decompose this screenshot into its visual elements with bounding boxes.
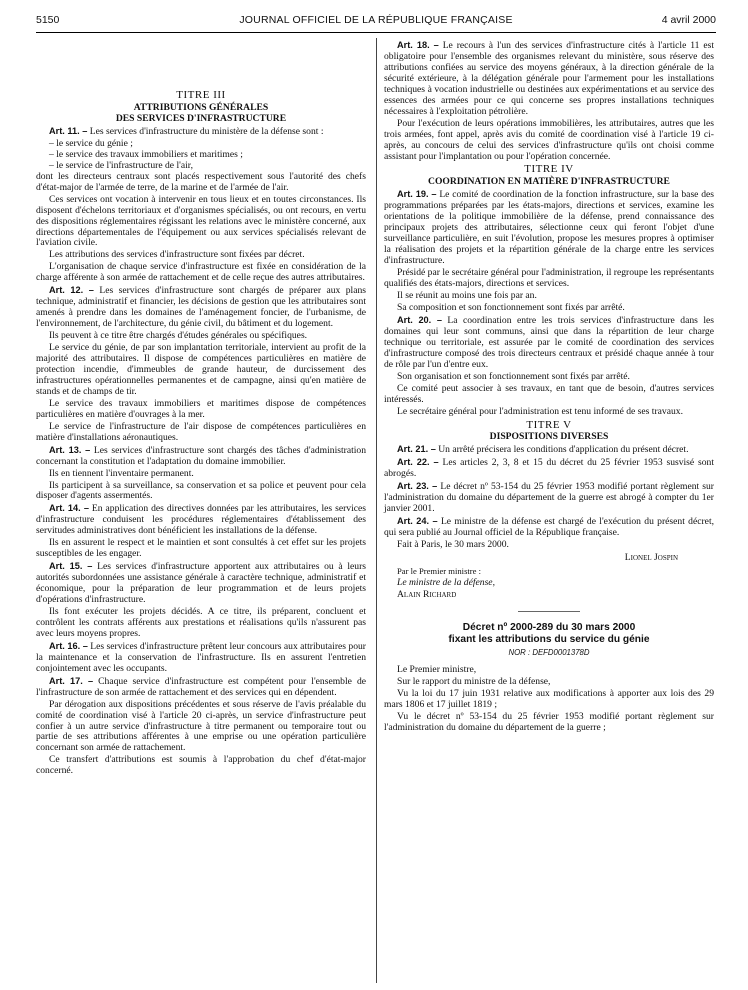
article-11: Art. 11. – Les services d'infrastructure du ministère de la défense sont : (49, 125, 324, 137)
article-24: Art. 24. – Le ministre de la défense est chargé de l'exécution du présent décret, qui sera publié au Journal officiel de la République française. (384, 516, 715, 539)
paragraph: Vu la loi du 17 juin 1931 relative aux modifications à apporter aux lois des 29 mars 1806 et 17 juillet 1819 ; (384, 687, 714, 710)
paragraph: Par dérogation aux dispositions précédentes et sous réserve de l'avis préalable du comité de coordination visé à l'article 20 ci-après, un service d'infrastructure peut confier à un autre service d'infrastructure à titre permanent ou temporaire tout ou partie de ses attributions afférentes à une emprise ou une opération particulière concernant son armée de rattachement. (36, 698, 366, 754)
article-23: Art. 23. – Le décret nº 53-154 du 25 février 1953 modifié portant règlement sur l'administration du domaine du département de la guerre est abrogé à compter du 1er janvier 2001. (384, 481, 714, 515)
column-divider (376, 38, 377, 983)
paragraph: Pour l'exécution de leurs opérations immobilières, les attributaires, autres que les trois armées, font appel, après avis du comité de coordination visé à l'article 19 ci-après, au concours de celui des services d'infrastructure qu'ils ont choisi comme assistant pour l'implantation ou pour l'opération concernée. (384, 117, 714, 162)
article-13: Art. 13. – Les services d'infrastructure sont chargés des tâches d'administration concernant la constitution et l'adaptation du domaine immobilier. (36, 444, 367, 467)
page-number: 5150 (36, 14, 60, 26)
article-15: Art. 15. – Les services d'infrastructure apportent aux attributaires ou à leurs autorités subordonnées une assistance générale à caractère technique, administratif et économique, pour la préparation de leur programmation et de leurs projets d'opérations d'infrastructure. (36, 561, 367, 606)
paragraph: Le secrétaire général pour l'administration est tenu informé de ses travaux. (397, 405, 683, 417)
article-12: Art. 12. – Les services d'infrastructure sont chargés de préparer aux plans technique, administratif et financier, les décisions de gestion que les attributaires sont amenés à prendre dans les domaines de l'aménagement foncier, de l'urbanisme, de l'environnement, de l'architecture, du génie civil, du bâtiment et du logement. (36, 285, 366, 330)
paragraph: Sa composition et son fonctionnement sont fixés par arrêté. (397, 301, 625, 313)
signature-minister: Alain Richard (397, 588, 457, 600)
titre-5-heading: TITRE V (526, 418, 572, 431)
paragraph: Le service du génie, de par son implantation territoriale, intervient au profit de la majorité des attributaires. Il dispose de compétences particulières en matière de protection incendie, d'immeubles de grande hauteur, de durcissement des infrastructures opérationnelles permanentes et de campagne, ainsi qu'en matière de stands et de champs de tir. (36, 342, 366, 397)
article-16: Art. 16. – Les services d'infrastructure prêtent leur concours aux attributaires pour la maintenance et la conservation de l'infrastructure. Ils en assurent l'entretien conjointement avec les occupants. (36, 640, 367, 674)
paragraph: Ils en tiennent l'inventaire permanent. (49, 467, 194, 479)
paragraph: Ils participent à sa surveillance, sa conservation et sa police et peuvent pour cela disposer d'agents assermentés. (36, 479, 366, 502)
titre-3-heading: TITRE III (176, 89, 226, 101)
titre-5-subtitle: DISPOSITIONS DIVERSES (489, 431, 609, 443)
by-prime-minister: Par le Premier ministre : (397, 565, 482, 576)
article-14: Art. 14. – En application des directives données par les attributaires, les services d'infrastructure conduisent les procédures réglementaires d'établissement des servitudes administratives dont bénéficient les installations de la défense. (36, 503, 366, 537)
titre-3-subtitle: ATTRIBUTIONS GÉNÉRALES DES SERVICES D'INFRASTRUCTURE (115, 101, 287, 124)
paragraph: Ces services ont vocation à intervenir en tous lieux et en toutes circonstances. Ils disposent d'échelons territoriaux et d'organismes spécialisés, ou ont recours, en vertu des dispositions réglementaires régissant les relations avec le ministère concerné, aux directions départementales de l'équipement ou aux services spécialisés relevant de l'aviation civile. (36, 193, 366, 249)
paragraph: Vu le décret nº 53-154 du 25 février 1953 modifié portant règlement sur l'administration du domaine du département de la guerre ; (384, 710, 714, 733)
article-22: Art. 22. – Les articles 2, 3, 8 et 15 du décret du 25 février 1953 susvisé sont abrogés. (384, 457, 714, 480)
paragraph: dont les directeurs centraux sont placés respectivement sous l'autorité des chefs d'état-major de l'armée de terre, de la marine et de l'armée de l'air. (36, 170, 366, 193)
paragraph: L'organisation de chaque service d'infrastructure est fixée en considération de la charge afférente à son armée de rattachement et de celle reçue des autres attributaires. (36, 261, 366, 284)
article-17: Art. 17. – Chaque service d'infrastructure est compétent pour l'ensemble de l'infrastructure de son armée de rattachement et des services qui en dépendent. (36, 675, 367, 698)
issue-date: 4 avril 2000 (661, 14, 716, 26)
paragraph: Le service de l'infrastructure de l'air dispose de compétences particulières en matière d'installations aéronautiques. (36, 420, 366, 443)
minister-title: Le ministre de la défense, (397, 576, 495, 588)
nor-reference: NOR : DEFD0001378D (508, 647, 590, 657)
paragraph: Ce comité peut associer à ses travaux, en tant que de besoin, d'autres services intéressés. (384, 382, 714, 405)
signature-prime-minister: Lionel Jospin (624, 552, 678, 564)
paragraph: Ils en assurent le respect et le maintien et sont consultés à cet effet sur les projets susceptibles de les engager. (36, 537, 366, 560)
paragraph: Sur le rapport du ministre de la défense, (397, 675, 551, 687)
list-item: – le service des travaux immobiliers et maritimes ; (49, 148, 243, 160)
article-21: Art. 21. – Un arrêté précisera les conditions d'application du présent décret. (397, 444, 689, 456)
list-item: – le service de l'infrastructure de l'air, (49, 159, 193, 171)
section-separator (518, 611, 580, 612)
article-19: Art. 19. – Le comité de coordination de la fonction infrastructure, sur la base des programmations préparées par les états-majors, directions et services, examine les orientations de la politique immobilière de la défense, prend connaissance des principaux projets des attributaires, sélectionne ceux qui feront l'objet d'une surveillance particulière, en suit l'évolution, propose les mesures propres à optimiser la réalisation des projets et la répartition générale de la charge entre les services d'infrastructure. (384, 189, 714, 267)
paragraph: Le service des travaux immobiliers et maritimes dispose de compétences particulières en matière d'ouvrages à la mer. (36, 397, 366, 420)
titre-4-heading: TITRE IV (524, 163, 574, 176)
list-item: – le service du génie ; (49, 137, 133, 149)
right-column (384, 40, 714, 735)
left-column (36, 88, 366, 778)
paragraph: Présidé par le secrétaire général pour l'administration, il regroupe les représentants qualifiés des états-majors, directions et services. (384, 267, 714, 290)
paragraph: Le Premier ministre, (397, 663, 477, 675)
paragraph: Ils peuvent à ce titre être chargés d'études générales ou spécifiques. (49, 330, 308, 342)
paragraph: Son organisation et son fonctionnement sont fixés par arrêté. (397, 370, 630, 382)
titre-4-subtitle: COORDINATION EN MATIÈRE D'INFRASTRUCTURE (428, 176, 670, 188)
paragraph: Ils font exécuter les projets décidés. A ce titre, ils préparent, concluent et contrôlent les contrats afférents aux prestations et réalisations qu'ils n'assurent pas avec leurs moyens propres. (36, 605, 366, 639)
done-at-paris: Fait à Paris, le 30 mars 2000. (397, 539, 509, 551)
services-list (49, 139, 366, 172)
page-header (36, 14, 716, 33)
paragraph: Les attributions des services d'infrastructure sont fixées par décret. (49, 249, 305, 261)
journal-title: JOURNAL OFFICIEL DE LA RÉPUBLIQUE FRANÇAISE (239, 14, 513, 26)
article-18: Art. 18. – Le recours à l'un des services d'infrastructure cités à l'article 11 est obligatoire pour l'ensemble des organismes relevant du ministère, sous réserve des attributions confiées au service des moyens généraux, à la direction générale de la sécurité extérieure, à la délégation générale pour l'armement pour les installations techniques à vocation industrielle ou destinées aux expérimentations et au service des essences des armées pour ce qui concerne ses propres installations techniques nécessaires à l'exploitation pétrolière. (384, 40, 715, 117)
decree-title: Décret nº 2000-289 du 30 mars 2000 fixant les attributions du service du génie (448, 621, 650, 645)
article-20: Art. 20. – La coordination entre les trois services d'infrastructure dans les domaines qui leur sont communs, ainsi que dans la répartition de leur charge technique ou territoriale, est assurée par le comité de coordination des services d'infrastructure composé des trois directeurs centraux et présidé chaque année à tour de rôle par l'un d'entre eux. (384, 314, 714, 370)
paragraph: Il se réunit au moins une fois par an. (397, 290, 537, 302)
paragraph: Ce transfert d'attributions est soumis à l'approbation du chef d'état-major concerné. (36, 754, 366, 777)
